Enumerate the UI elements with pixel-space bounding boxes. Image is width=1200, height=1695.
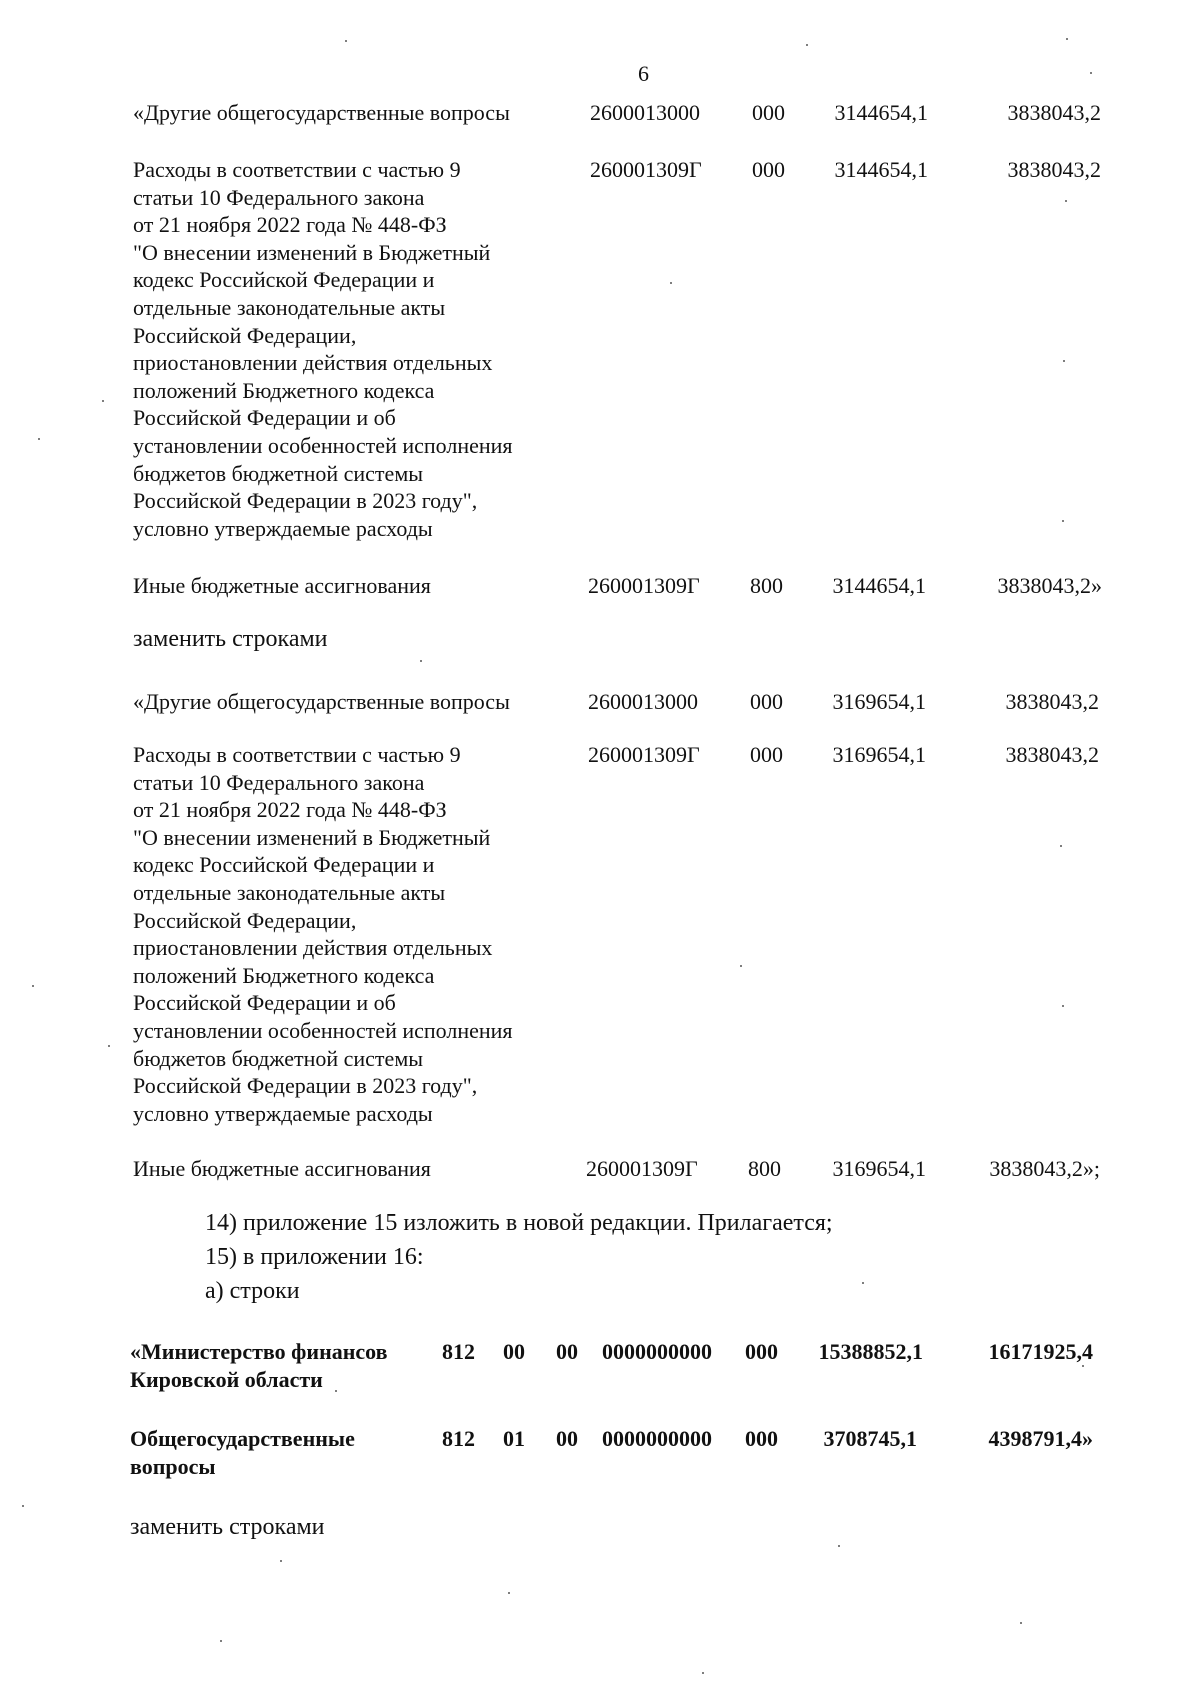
- old-row2-line: условно утверждаемые расходы: [133, 515, 433, 541]
- scan-speck: [862, 1282, 864, 1284]
- new-row2-line: кодекс Российской Федерации и: [133, 852, 435, 878]
- old-row3-vr: 800: [750, 573, 783, 598]
- old-row2-line: приостановлении действия отдельных: [133, 350, 493, 376]
- new-row3-vr: 800: [748, 1156, 781, 1181]
- scan-speck: [670, 282, 672, 284]
- old-row2-vr: 000: [752, 157, 785, 182]
- b-row2-name-line1: Общегосударственные: [130, 1426, 355, 1451]
- scan-speck: [220, 1640, 222, 1642]
- old-row2-description: [133, 156, 513, 542]
- scan-speck: [335, 1390, 337, 1392]
- scan-speck: [1065, 200, 1067, 202]
- b-row1-grbs: 812: [442, 1339, 475, 1364]
- item-15: 15) в приложении 16:: [205, 1244, 424, 1270]
- new-row2-line: установлении особенностей исполнения: [133, 1017, 513, 1043]
- old-row2-line: бюджетов бюджетной системы: [133, 460, 424, 486]
- new-row2-line: "О внесении изменений в Бюджетный: [133, 824, 491, 850]
- scan-speck: [108, 1045, 110, 1047]
- new-row2-vr: 000: [750, 742, 783, 767]
- scan-speck: [1063, 360, 1065, 362]
- old-row2-line: отдельные законодательные акты: [133, 294, 446, 320]
- new-row2-line: Расходы в соответствии с частью 9: [133, 742, 461, 767]
- b-row1-vr: 000: [745, 1339, 778, 1364]
- old-row2-line: установлении особенностей исполнения: [133, 432, 513, 458]
- scan-speck: [345, 40, 347, 42]
- replace-label: заменить строками: [133, 626, 328, 652]
- scan-speck: [702, 1672, 704, 1674]
- old-row2-line: Российской Федерации в 2023 году",: [133, 488, 478, 514]
- new-row2-line: от 21 ноября 2022 года № 448-ФЗ: [133, 797, 447, 823]
- scan-speck: [1062, 1005, 1064, 1007]
- new-row2-line: Российской Федерации в 2023 году",: [133, 1073, 478, 1099]
- new-row1-sum1: 3169654,1: [832, 689, 926, 714]
- b-row1-rz: 00: [503, 1339, 525, 1364]
- b-row2-code: 0000000000: [602, 1426, 712, 1451]
- new-row3-sum2: 3838043,2»;: [989, 1156, 1100, 1181]
- new-row1-sum2: 3838043,2: [1005, 689, 1099, 714]
- b-row2-name-line2: вопросы: [130, 1454, 216, 1479]
- scan-speck: [806, 44, 808, 46]
- b-row2-sum2: 4398791,4»: [988, 1426, 1093, 1451]
- new-row3-sum1: 3169654,1: [832, 1156, 926, 1181]
- b-row1-name-line1: «Министерство финансов: [130, 1339, 388, 1364]
- old-row2-line: Российской Федерации и об: [133, 405, 396, 431]
- new-row2-sum2: 3838043,2: [1005, 742, 1099, 767]
- old-row2-line: от 21 ноября 2022 года № 448-ФЗ: [133, 212, 447, 238]
- b-row1-pr: 00: [556, 1339, 578, 1364]
- old-row2-line: Расходы в соответствии с частью 9: [133, 157, 461, 182]
- b-row2-vr: 000: [745, 1426, 778, 1451]
- new-row2-line: статьи 10 Федерального закона: [133, 769, 425, 795]
- new-row2-line: условно утверждаемые расходы: [133, 1100, 433, 1126]
- new-row2-line: приостановлении действия отдельных: [133, 935, 493, 961]
- old-row2-line: Российской Федерации,: [133, 322, 357, 348]
- scan-speck: [280, 1560, 282, 1562]
- new-row2-sum1: 3169654,1: [832, 742, 926, 767]
- item-14: 14) приложение 15 изложить в новой редакции. Прилагается;: [205, 1210, 833, 1236]
- old-row2-line: "О внесении изменений в Бюджетный: [133, 239, 491, 265]
- replace-label: заменить строками: [130, 1514, 325, 1540]
- scan-speck: [22, 1505, 24, 1507]
- old-row2-code: 260001309Г: [590, 157, 702, 182]
- scan-speck: [102, 400, 104, 402]
- b-row1-sum2: 16171925,4: [988, 1339, 1093, 1364]
- new-row1-code: 2600013000: [588, 689, 698, 714]
- new-row2-line: Российской Федерации и об: [133, 990, 396, 1016]
- new-row2-description: [133, 741, 513, 1127]
- old-row2-sum2: 3838043,2: [1007, 157, 1101, 182]
- old-row1-sum1: 3144654,1: [834, 100, 928, 125]
- scan-speck: [740, 965, 742, 967]
- old-row1-sum2: 3838043,2: [1007, 100, 1101, 125]
- b-row1-code: 0000000000: [602, 1339, 712, 1364]
- scan-speck: [508, 1592, 510, 1594]
- b-row2-sum1: 3708745,1: [823, 1426, 917, 1451]
- new-row3-name: Иные бюджетные ассигнования: [133, 1156, 431, 1181]
- old-row1-code: 2600013000: [590, 100, 700, 125]
- scan-speck: [838, 1545, 840, 1547]
- old-row3-sum2: 3838043,2»: [997, 573, 1102, 598]
- scan-speck: [32, 985, 34, 987]
- old-row3-code: 260001309Г: [588, 573, 700, 598]
- b-row2-rz: 01: [503, 1426, 525, 1451]
- new-row2-line: бюджетов бюджетной системы: [133, 1045, 424, 1071]
- scan-speck: [38, 438, 40, 440]
- new-row2-line: отдельные законодательные акты: [133, 879, 446, 905]
- item-a: а) строки: [205, 1278, 300, 1304]
- scan-speck: [1060, 845, 1062, 847]
- old-row2-line: статьи 10 Федерального закона: [133, 184, 425, 210]
- scan-speck: [1090, 72, 1092, 74]
- b-row2-pr: 00: [556, 1426, 578, 1451]
- old-row2-line: положений Бюджетного кодекса: [133, 377, 435, 403]
- old-row2-line: кодекс Российской Федерации и: [133, 267, 435, 293]
- new-row3-code: 260001309Г: [586, 1156, 698, 1181]
- old-row3-name: Иные бюджетные ассигнования: [133, 573, 431, 598]
- scan-speck: [420, 660, 422, 662]
- new-row2-line: положений Бюджетного кодекса: [133, 962, 435, 988]
- old-row1-vr: 000: [752, 100, 785, 125]
- new-row1-vr: 000: [750, 689, 783, 714]
- old-row3-sum1: 3144654,1: [832, 573, 926, 598]
- b-row1-sum1: 15388852,1: [818, 1339, 923, 1364]
- scan-speck: [1066, 38, 1068, 40]
- new-row2-code: 260001309Г: [588, 742, 700, 767]
- new-row1-name: «Другие общегосударственные вопросы: [133, 689, 510, 714]
- scan-speck: [1082, 1365, 1084, 1367]
- scan-speck: [1020, 1622, 1022, 1624]
- scan-speck: [1062, 520, 1064, 522]
- page-number: 6: [638, 61, 649, 86]
- new-row2-line: Российской Федерации,: [133, 907, 357, 933]
- b-row1-name-line2: Кировской области: [130, 1367, 323, 1392]
- old-row1-name: «Другие общегосударственные вопросы: [133, 100, 510, 125]
- old-row2-sum1: 3144654,1: [834, 157, 928, 182]
- b-row2-grbs: 812: [442, 1426, 475, 1451]
